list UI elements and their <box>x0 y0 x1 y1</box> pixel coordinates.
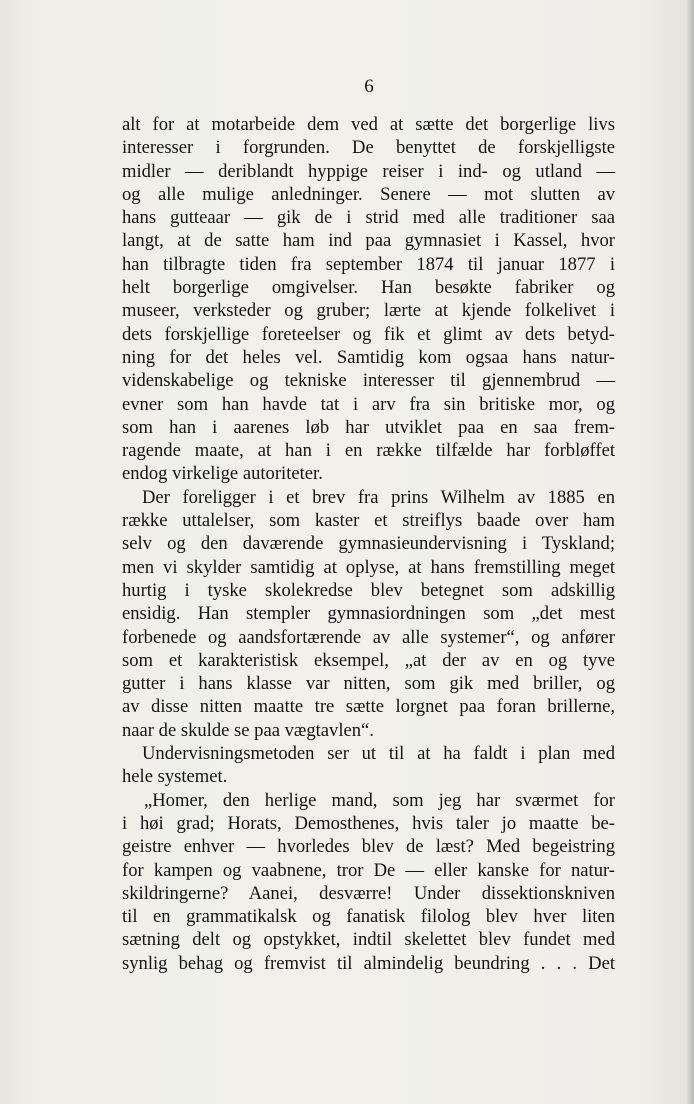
text-line: evner som han havde tat i arv fra sin britiske mor, og <box>122 393 615 415</box>
text-line: hele systemet. <box>122 766 228 788</box>
text-line: ning for det heles vel. Samtidig kom ogsaa hans natur- <box>122 346 615 368</box>
text-line: Der foreligger i et brev fra prins Wilhelm av 1885 en <box>142 486 615 508</box>
text-line: endog virkelige autoriteter. <box>122 463 323 485</box>
text-line: forbenede og aandsfortærende av alle systemer“, og anfører <box>122 626 615 648</box>
text-line: gutter i hans klasse var nitten, som gik med briller, og <box>122 673 615 695</box>
text-line: av disse nitten maatte tre sætte lorgnet paa foran brillerne, <box>122 696 615 718</box>
text-line: midler — deriblandt hyppige reiser i ind- og utland — <box>122 160 615 182</box>
text-line: som et karakteristisk eksempel, „at der av en og tyve <box>122 649 615 671</box>
text-line: videnskabelige og tekniske interesser til gjennembrud — <box>122 370 615 392</box>
text-line: hurtig i tyske skolekredse blev betegnet som adskillig <box>122 579 615 601</box>
text-line: som han i aarenes løb har utviklet paa en saa frem- <box>122 416 615 438</box>
body-text <box>122 113 615 975</box>
text-line: han tilbragte tiden fra september 1874 til januar 1877 i <box>122 253 615 275</box>
text-line: ragende maate, at han i en række tilfælde har forbløffet <box>122 440 615 462</box>
text-line: interesser i forgrunden. De benyttet de forskjelligste <box>122 137 615 159</box>
text-line: langt, at de satte ham ind paa gymnasiet i Kassel, hvor <box>122 230 615 252</box>
text-line: skildringerne? Aanei, desværre! Under dissektionskniven <box>122 882 615 904</box>
text-line: og alle mulige anledninger. Senere — mot slutten av <box>122 183 615 205</box>
text-line: geistre enhver — hvorledes blev de læst? Med begeistring <box>122 836 615 858</box>
text-line: „Homer, den herlige mand, som jeg har sværmet for <box>144 789 615 811</box>
text-line: række uttalelser, som kaster et streiflys baade over ham <box>122 510 615 532</box>
text-line: alt for at motarbeide dem ved at sætte det borgerlige livs <box>122 114 615 135</box>
text-line: naar de skulde se paa vægtavlen“. <box>122 719 374 741</box>
text-line: til en grammatikalsk og fanatisk filolog blev hver liten <box>122 906 615 928</box>
text-line: selv og den daværende gymnasieundervisning i Tyskland; <box>122 533 615 555</box>
page-number: 6 <box>364 76 374 97</box>
text-line: helt borgerlige omgivelser. Han besøkte fabriker og <box>122 277 615 299</box>
text-line: hans gutteaar — gik de i strid med alle traditioner saa <box>122 207 615 229</box>
text-line: Undervisningsmetoden ser ut til at ha faldt i plan med <box>142 743 615 765</box>
text-line: men vi skylder samtidig at oplyse, at hans fremstilling meget <box>122 556 615 578</box>
text-line: sætning delt og opstykket, indtil skelettet blev fundet med <box>122 929 615 951</box>
page-edge-shadow <box>686 0 694 1104</box>
text-line: ensidig. Han stempler gymnasiordningen som „det mest <box>122 603 615 625</box>
text-line: museer, verksteder og gruber; lærte at kjende folkelivet i <box>122 300 615 322</box>
text-line: synlig behag og fremvist til almindelig beundring . . . Det <box>122 952 615 974</box>
text-line: for kampen og vaabnene, tror De — eller kanske for natur- <box>122 859 615 881</box>
text-line: i høi grad; Horats, Demosthenes, hvis taler jo maatte be- <box>122 812 615 834</box>
text-line: dets forskjellige foreteelser og fik et glimt av dets betyd- <box>122 323 615 345</box>
